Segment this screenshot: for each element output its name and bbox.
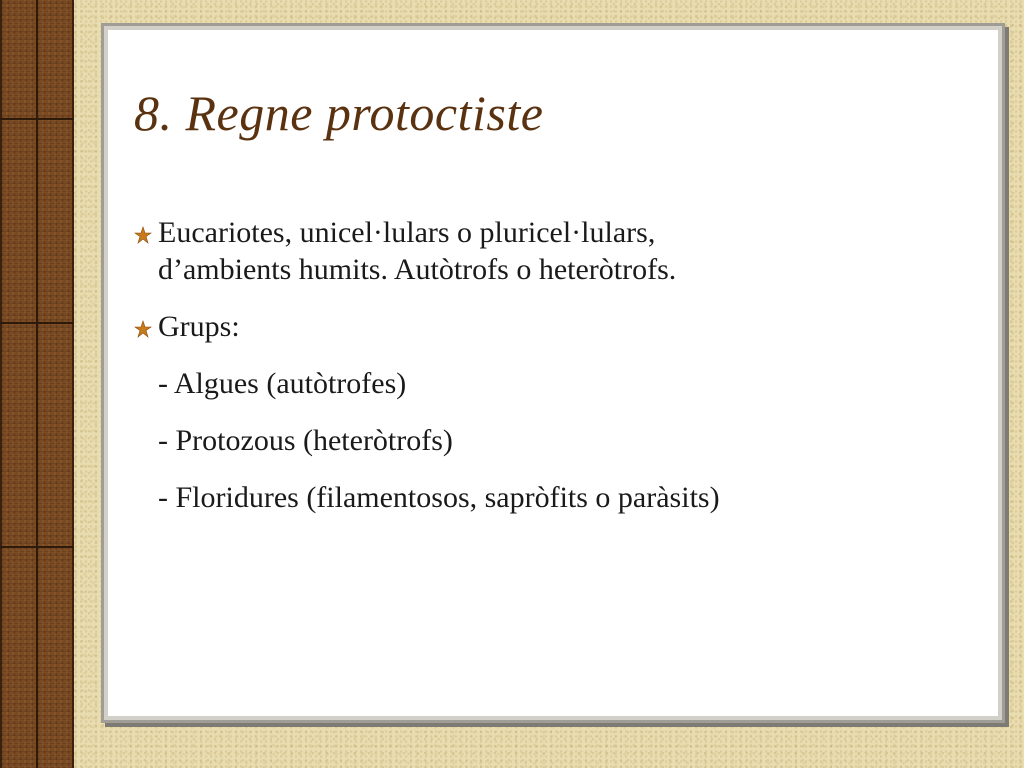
bullet-item: [134, 308, 974, 345]
sub-item-algues: - Algues (autòtrofes): [158, 367, 407, 400]
wood-border-strip: [0, 0, 74, 768]
bullet-text-line: d’ambients humits. Autòtrofs o heteròtrofs.: [158, 253, 677, 286]
slide-content: [134, 214, 974, 536]
wood-seam: [36, 0, 38, 768]
wood-joint: [0, 546, 74, 548]
bullet-text-line: Grups:: [158, 310, 240, 343]
wood-joint: [0, 322, 74, 324]
sub-item-floridures: - Floridures (filamentosos, sapròfits o paràsits): [158, 481, 720, 514]
bullet-text-line: Eucariotes, unicel·lulars o pluricel·lulars,: [158, 216, 656, 249]
bullet-item: [134, 214, 974, 288]
star-bullet-icon: [134, 320, 152, 338]
wood-joint: [0, 118, 74, 120]
slide-title: 8. Regne protoctiste: [134, 85, 544, 141]
slide-panel: [104, 26, 1002, 720]
sub-item-protozous: - Protozous (heteròtrofs): [158, 424, 453, 457]
star-bullet-icon: [134, 226, 152, 244]
